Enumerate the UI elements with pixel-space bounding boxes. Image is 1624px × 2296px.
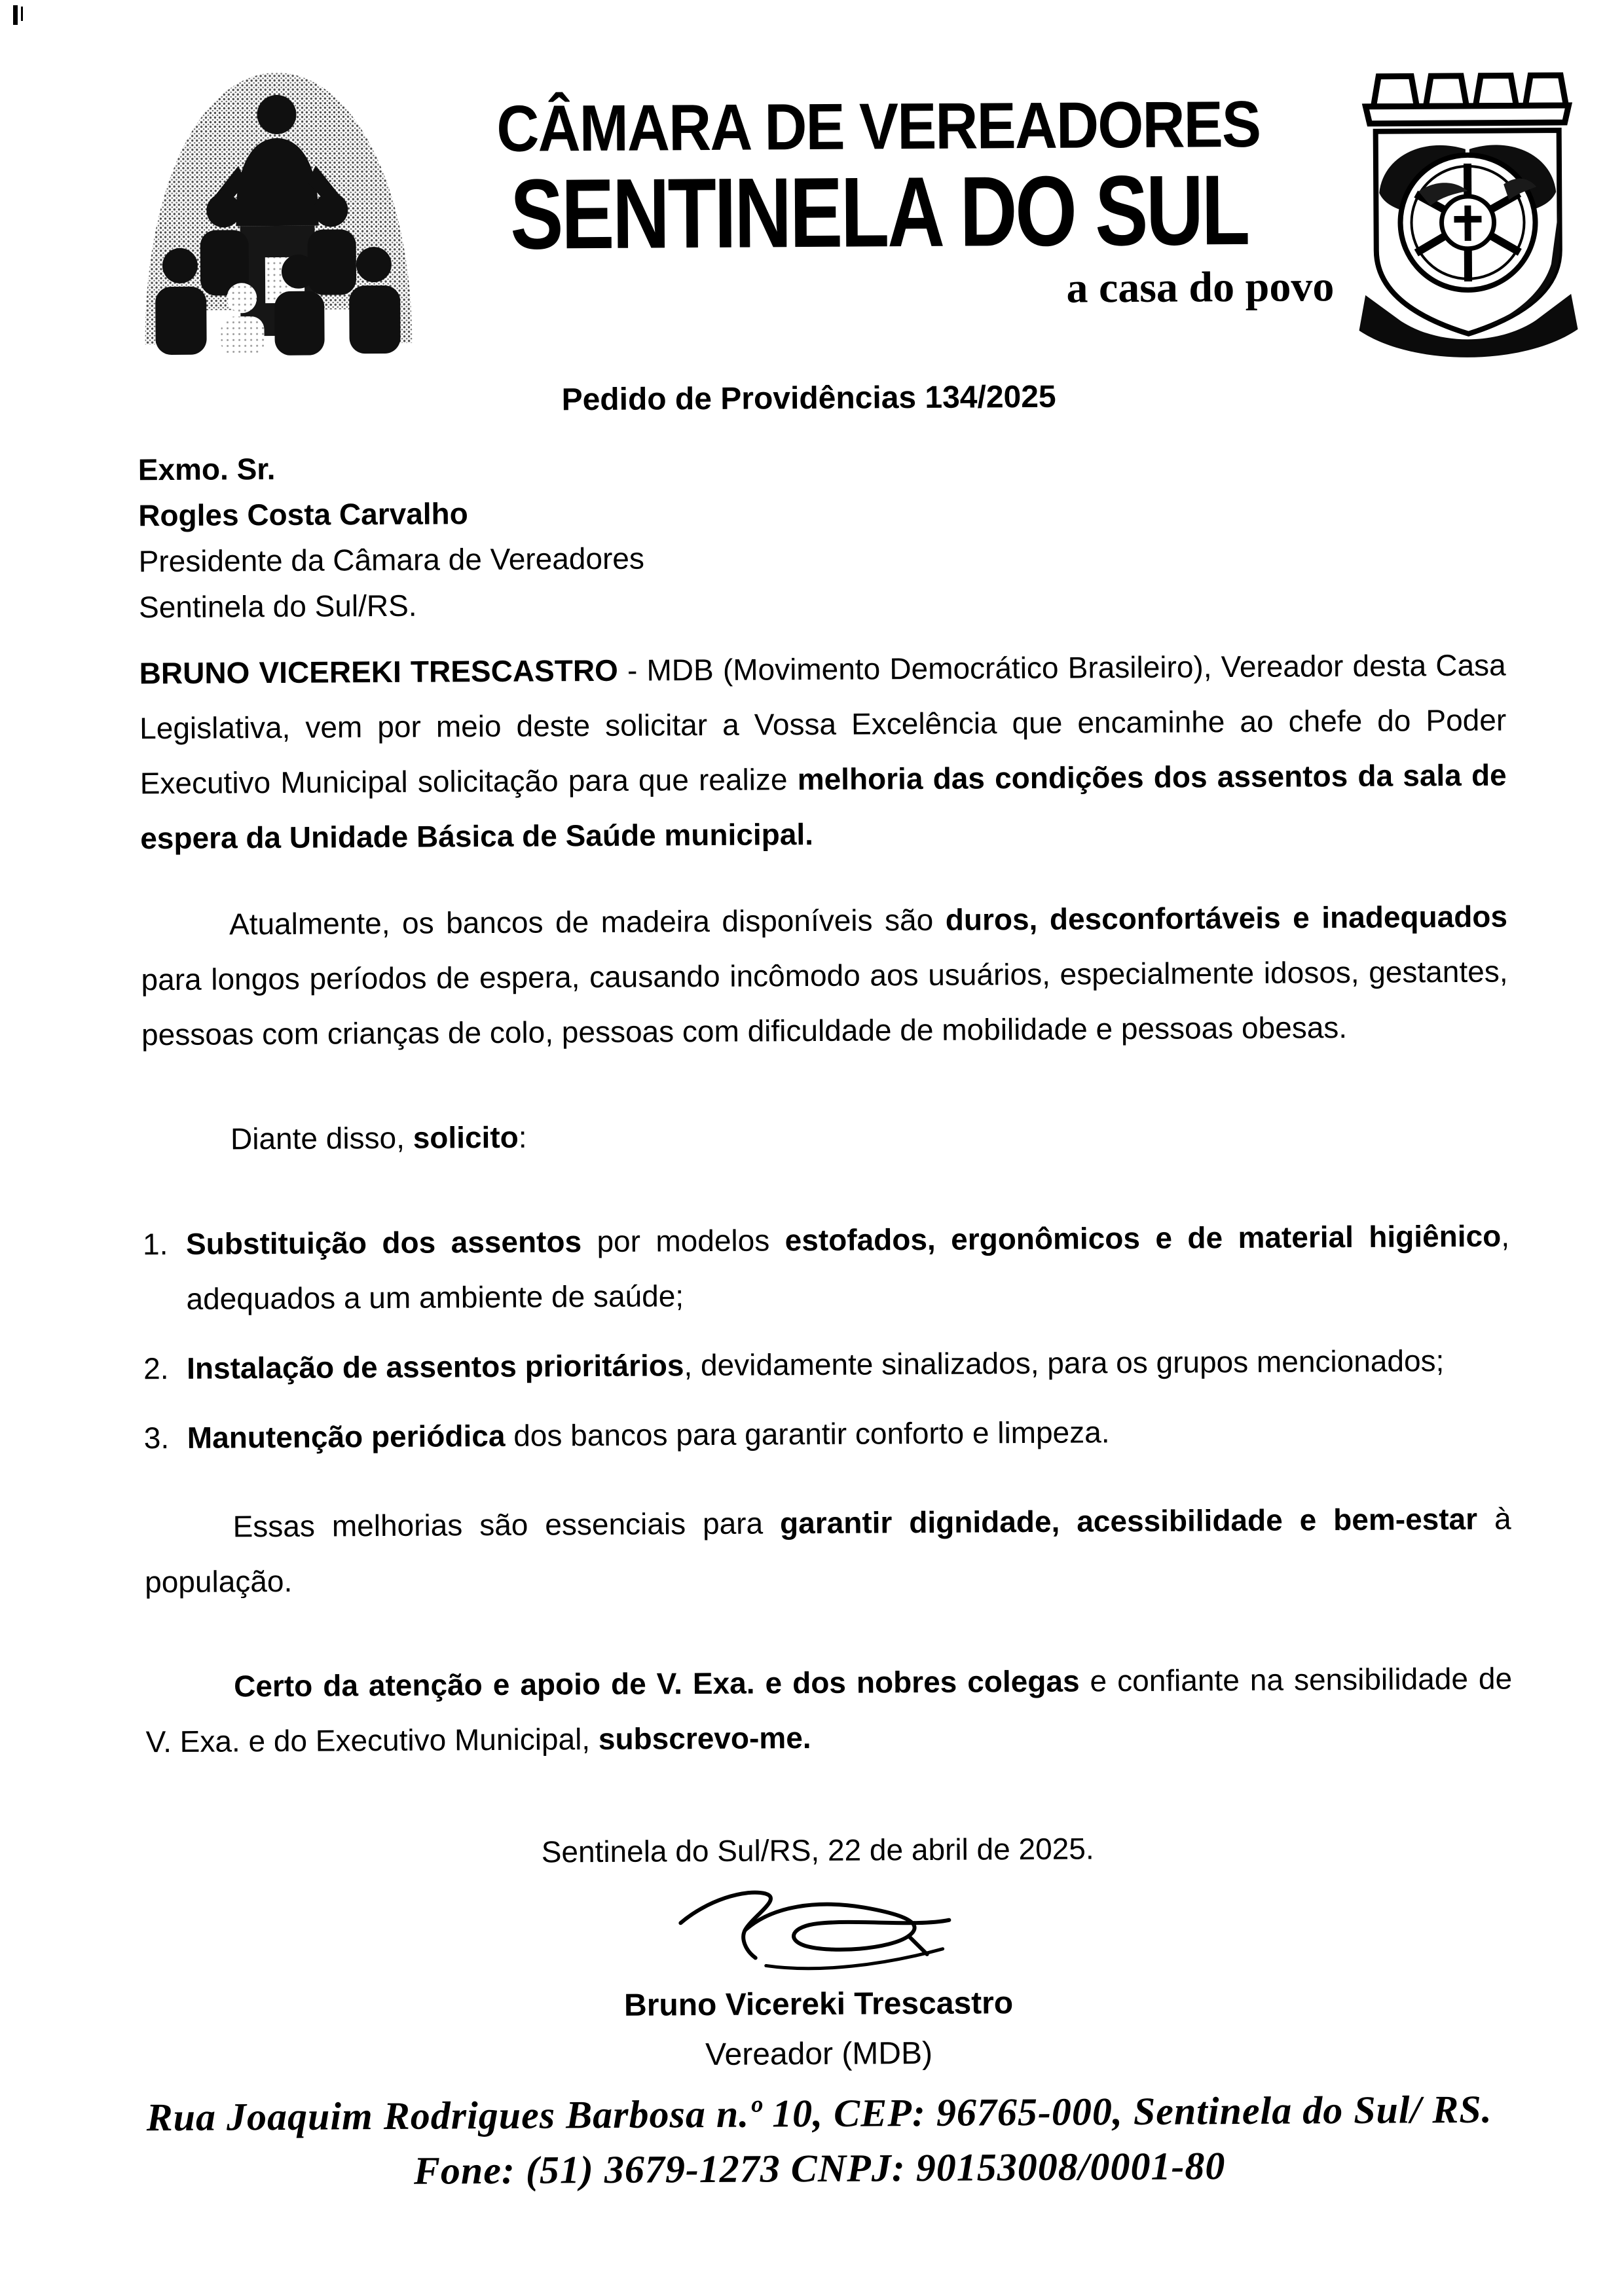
signature-icon (667, 1881, 969, 1981)
addressee-line: Exmo. Sr. (138, 451, 276, 487)
paragraph (142, 1104, 1509, 1167)
addressee-line: Sentinela do Sul/RS. (138, 588, 417, 625)
text-run: à população. (145, 1501, 1511, 1599)
footer-address: Rua Joaquim Rodrigues Barbosa n.º 10, CEP: 96765-000, Sentinela do Sul/ RS. (146, 2087, 1492, 2140)
addressee-line: Presidente da Câmara de Vereadores (138, 541, 645, 579)
bold-text-run: Substituição dos assentos (185, 1224, 582, 1261)
bold-text-run: Manutenção periódica (187, 1418, 506, 1455)
paragraph (139, 638, 1507, 866)
paragraph (141, 889, 1509, 1063)
list-item-number: 2. (143, 1351, 169, 1386)
text-run: Diante disso, (230, 1120, 413, 1156)
bold-text-run: solicito (413, 1120, 519, 1155)
bold-text-run: Instalação de assentos prioritários (187, 1348, 684, 1385)
list-item (143, 1209, 1510, 1327)
addressee-block (138, 439, 1506, 630)
paragraph (144, 1491, 1511, 1609)
list-item-content (186, 1209, 1510, 1326)
bold-text-run: duros, desconfortáveis e inadequados (945, 899, 1508, 937)
signer-role: Vereador (MDB) (705, 2035, 933, 2073)
date-line: Sentinela do Sul/RS, 22 de abril de 2025. (541, 1831, 1094, 1869)
council-people-logo-icon (136, 60, 419, 360)
bold-text-run: BRUNO VICEREKI TRESCASTRO (139, 653, 619, 691)
text-run: , devidamente sinalizados, para os grupos mencionados; (684, 1343, 1445, 1383)
list-item-content (187, 1402, 1511, 1465)
addressee-line: Rogles Costa Carvalho (138, 496, 468, 533)
list-item (143, 1333, 1510, 1396)
text-run: Essas melhorias são essenciais para (232, 1506, 781, 1544)
letterhead (136, 54, 1464, 373)
footer (7, 2081, 1624, 2200)
footer-phone-cnpj: Fone: (51) 3679-1273 CNPJ: 90153008/0001-80 (413, 2144, 1226, 2193)
document-body (139, 638, 1512, 1770)
list-item-number: 3. (143, 1421, 170, 1455)
document-title: Pedido de Providências 134/2025 (561, 379, 1056, 418)
signature-block (6, 1876, 1624, 2084)
org-name-line2: SENTINELA DO SUL (509, 154, 1249, 270)
signer-name: Bruno Vicereki Trescastro (623, 1986, 1014, 2023)
list-item-content (187, 1333, 1510, 1396)
bold-text-run: Certo da atenção e apoio de V. Exa. e dos nobres colegas (233, 1664, 1080, 1704)
text-run: - MDB (Movimento Democrático Brasileiro), Vereador desta Casa Legislativa, vem por meio deste solicitar a Vossa Excelência que encaminhe ao chefe do Poder Executivo Municipal solicitação para que realize (139, 647, 1507, 801)
paragraph (145, 1650, 1513, 1769)
org-name-line1: CÂMARA DE VEREADORES (496, 87, 1261, 166)
bold-text-run: subscrevo-me. (598, 1721, 811, 1757)
bold-text-run: melhoria das condições dos assentos da sala de espera da Unidade Básica de Saúde municipal. (140, 757, 1507, 856)
text-run: para longos períodos de espera, causando incômodo aos usuários, especialmente idosos, gestantes, pessoas com crianças de colo, pessoas com dificuldade de mobilidade e pessoas obesas. (141, 954, 1508, 1052)
letterhead-text (417, 54, 1341, 318)
ordered-list (143, 1209, 1511, 1466)
text-run: , adequados a um ambiente de saúde; (186, 1218, 1510, 1316)
text-run: e confiante na sensibilidade de V. Exa. e do Executivo Municipal, (145, 1661, 1513, 1759)
text-run: : (518, 1120, 527, 1154)
text-run: Atualmente, os bancos de madeira disponíveis são (229, 902, 946, 941)
text-run: dos bancos para garantir conforto e limpeza. (505, 1415, 1110, 1453)
text-run: por modelos (581, 1223, 785, 1259)
list-item (144, 1402, 1511, 1465)
coat-of-arms-icon (1339, 53, 1596, 365)
bold-text-run: estofados, ergonômicos e de material higiênico (784, 1218, 1502, 1258)
list-item-number: 1. (142, 1227, 168, 1262)
org-tagline: a casa do povo (1066, 263, 1335, 312)
bold-text-run: garantir dignidade, acessibilidade e bem-estar (779, 1501, 1478, 1540)
